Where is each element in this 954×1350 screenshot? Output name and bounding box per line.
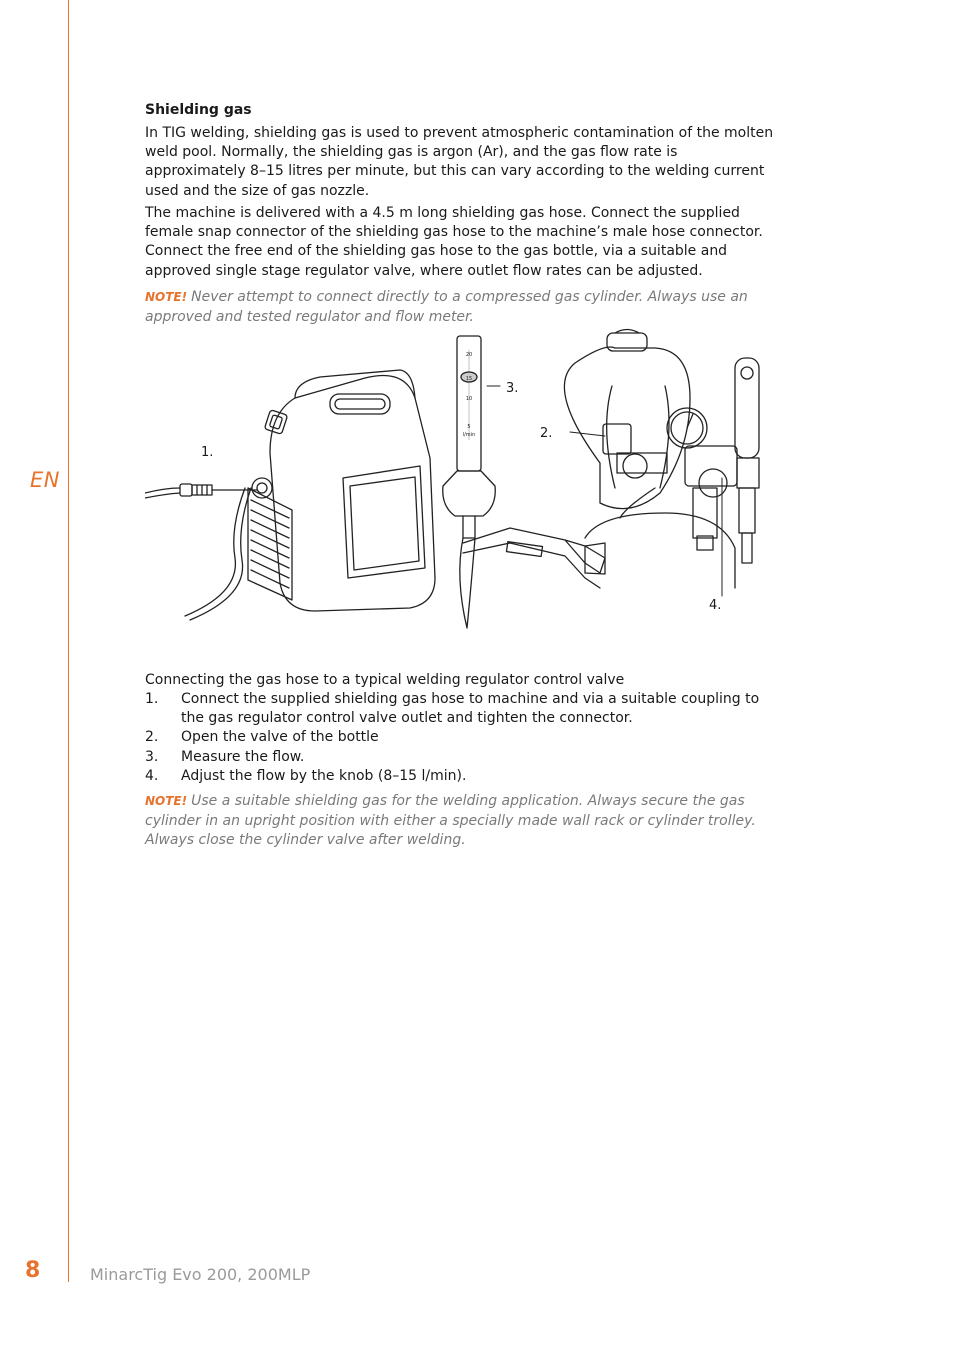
scale-5: 5 (467, 424, 471, 430)
regulator-valve (603, 358, 759, 563)
list-item (145, 748, 775, 767)
callout-1: 1. (201, 445, 214, 460)
steps-list (145, 690, 775, 786)
paragraph-intro: In TIG welding, shielding gas is used to prevent atmospheric contamination of the molten weld pool. Normally, the shielding gas is argon (Ar), and the gas flow rate is approximately 8–15 litres per minute, but this can vary according to the welding current used and the size of gas nozzle. (145, 125, 774, 199)
welding-machine (248, 370, 435, 611)
illustration-svg (145, 328, 775, 638)
scale-10: 10 (465, 396, 473, 402)
step-text: Connect the supplied shielding gas hose to machine and via a suitable coupling to the gas regulator control valve outlet and tighten the connector. (181, 691, 760, 727)
page-number: 8 (25, 1258, 41, 1283)
list-item (145, 728, 775, 747)
list-item (145, 767, 775, 786)
section-heading: Shielding gas (145, 102, 252, 118)
note-text: Use a suitable shielding gas for the welding application. Always secure the gas cylinder in an upright position with either a specially made wall rack or cylinder trolley. Always close the cylinder valve after welding. (145, 793, 756, 848)
paragraph-hose: The machine is delivered with a 4.5 m long shielding gas hose. Connect the supplied female snap connector of the shielding gas hose to the machine’s male hose connector. Connect the free end of the shielding gas hose to the gas bottle, via a suitable and approved single stage regulator valve, where outlet flow rates can be adjusted. (145, 205, 763, 279)
scale-unit: l/min (462, 432, 476, 438)
step-number: 2. (145, 729, 159, 746)
margin-rule (68, 0, 69, 1282)
callout-leaders (220, 386, 722, 596)
note-label: NOTE! (145, 290, 188, 304)
step-text: Open the valve of the bottle (181, 729, 379, 746)
step-text: Adjust the flow by the knob (8–15 l/min). (181, 767, 467, 784)
gas-hose (145, 484, 257, 620)
callout-3: 3. (506, 381, 519, 396)
note-cylinder (145, 792, 775, 851)
callout-2: 2. (540, 426, 553, 441)
steps-intro: Connecting the gas hose to a typical welding regulator control valve (145, 672, 625, 688)
scale-20: 20 (465, 352, 473, 358)
note-label: NOTE! (145, 794, 188, 808)
step-text: Measure the flow. (181, 748, 305, 765)
list-item (145, 690, 775, 728)
step-number: 4. (145, 767, 159, 784)
gas-connection-illustration (145, 328, 775, 638)
step-number: 1. (145, 691, 159, 707)
step-number: 3. (145, 748, 159, 765)
footer-product-title: MinarcTig Evo 200, 200MLP (90, 1265, 311, 1284)
scale-15: 15 (465, 376, 473, 382)
welding-torch (463, 528, 605, 588)
note-text: Never attempt to connect directly to a compressed gas cylinder. Always use an approved and tested regulator and flow meter. (145, 289, 748, 325)
note-regulator (145, 288, 775, 327)
language-tab: EN (30, 468, 60, 492)
callout-4: 4. (709, 598, 722, 613)
